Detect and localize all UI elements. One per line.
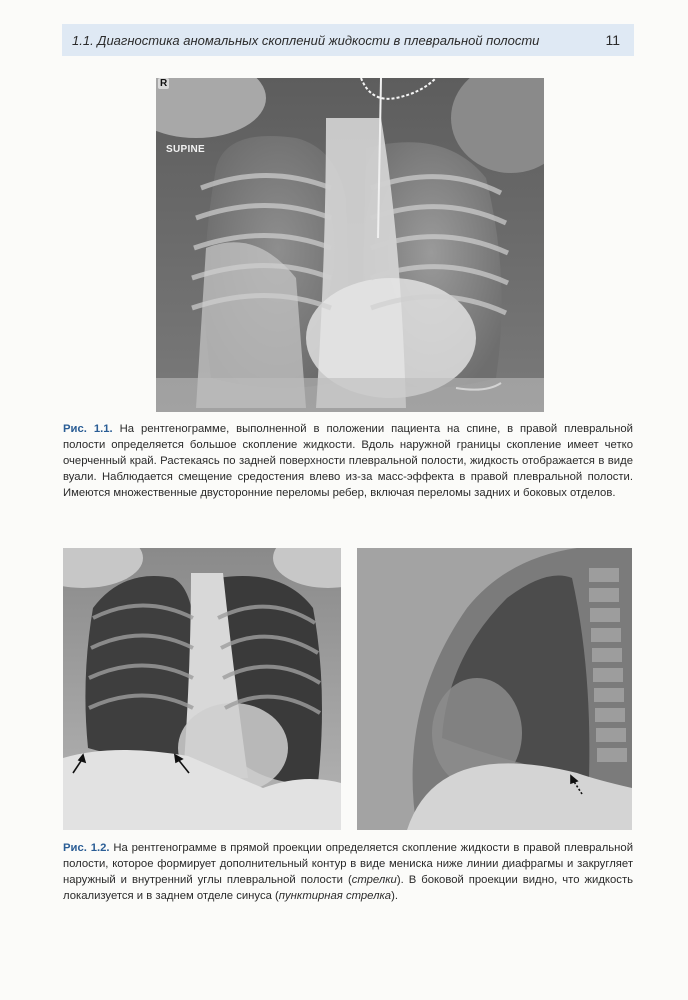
supine-label: SUPINE [166,144,206,155]
figure-1-1-caption [63,421,633,501]
running-title: 1.1. Диагностика аномальных скоплений жидкости в плевральной полости [72,32,540,48]
xray-image [156,78,544,412]
xray-image [63,548,341,830]
figure-1-1-label: Рис. 1.1. [63,423,113,435]
figure-1-2-caption-emphasis-dashed-arrow: пунктирная стрелка [278,890,392,902]
side-marker: R [160,78,168,89]
figure-1-2-caption-part3: ). [391,890,398,902]
page-number: 11 [605,32,620,48]
figure-1-2-caption-part1: На рентгенограмме в прямой проекции определяется скопление жидкости в правой плевральной полости, которое формирует дополнительный контур в виде мениска ниже линии диафрагмы и закругляет наружный и внутренний углы плевральной полости ( [63,842,634,886]
figure-1-2-lateral-chest-xray [357,548,632,830]
figure-1-2-pa-chest-xray [63,548,341,830]
figure-1-2-caption-emphasis-arrows: стрелки [351,874,397,886]
running-header [62,24,634,56]
figure-1-1-caption-text: На рентгенограмме, выполненной в положении пациента на спине, в правой плевральной полости определяется большое скопление жидкости. Вдоль наружной границы скопление имеет четко очерченный край. Растекаясь по задней поверхности плевральной полости, жидкость отображается в виде вуали. Наблюдается смещение средостения влево из-за масс-эффекта в правой плевральной полости. Имеются множественные двусторонние переломы ребер, включая переломы задних и боковых отделов. [63,423,633,499]
figure-1-2-caption-part2: ). В боковой проекции видно, что жидкость локализуется и в заднем отделе синуса ( [63,874,633,902]
figure-1-1-chest-xray-supine [156,78,544,412]
xray-image [357,548,632,830]
figure-1-2-caption [63,840,633,904]
figure-1-2-label: Рис. 1.2. [63,842,110,854]
